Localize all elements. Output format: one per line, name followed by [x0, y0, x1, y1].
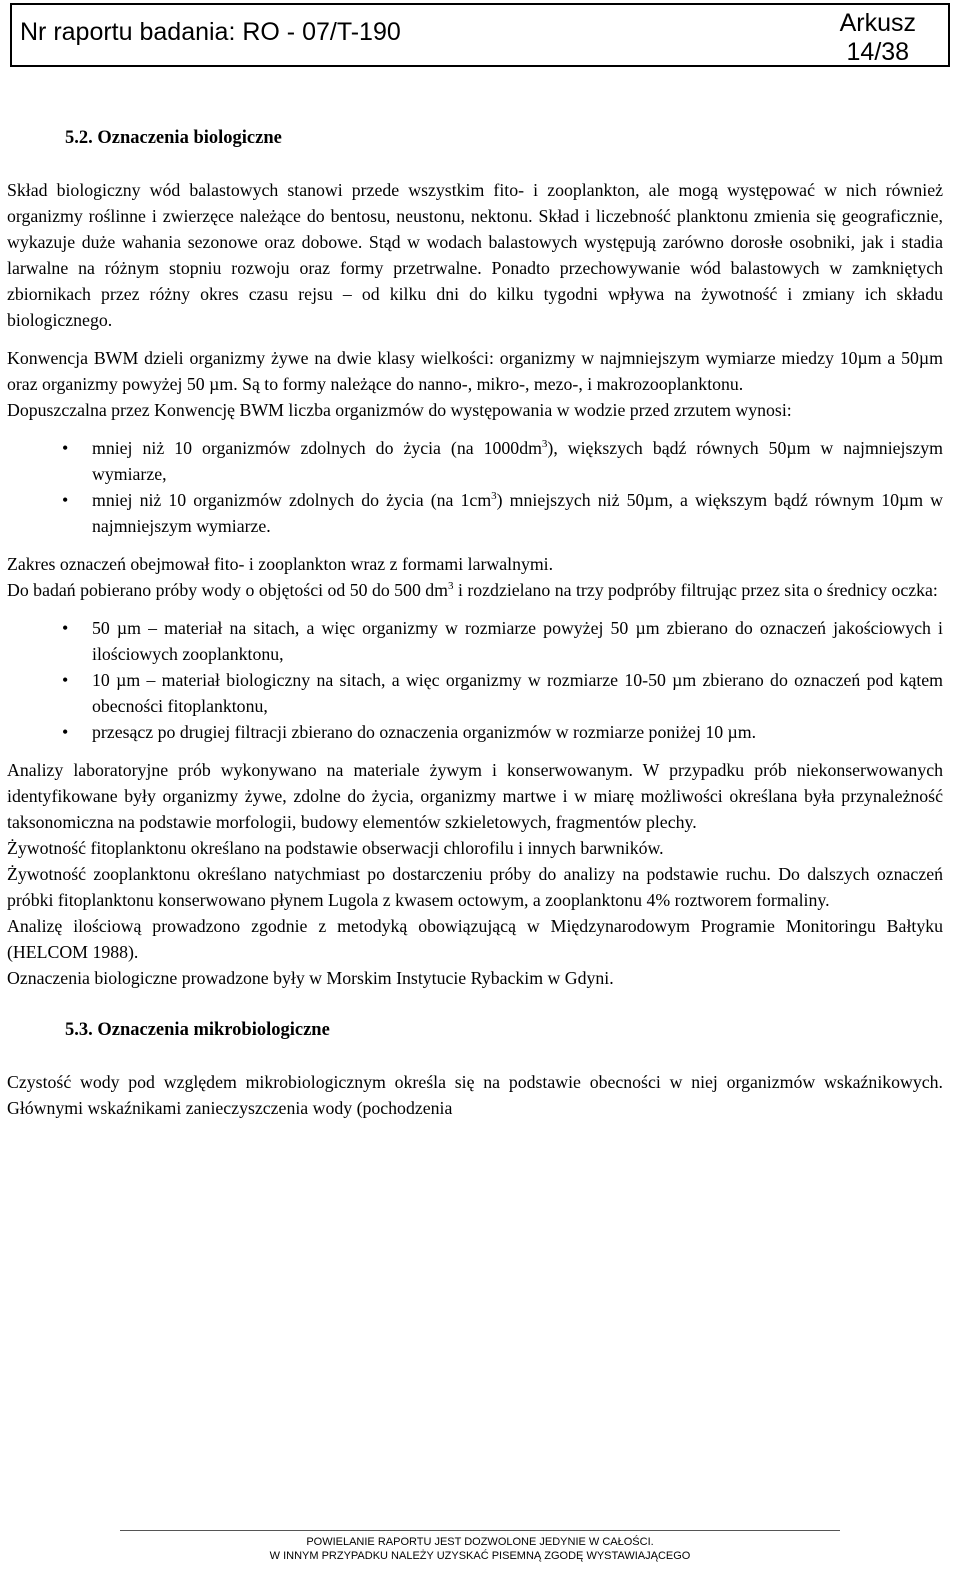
- bullet-icon: •: [62, 670, 69, 690]
- report-number: Nr raportu badania: RO - 07/T-190: [20, 18, 401, 46]
- bullet-icon: •: [62, 722, 69, 742]
- paragraph-composition: Skład biologiczny wód balastowych stanowi przede wszystkim fito- i zooplankton, ale mogą występować w nich również organizmy roślinne i zwierzęce należące do bentosu, neustonu, nektonu. Skład i liczebność planktonu zmienia się geograficznie, wykazuje duże wahania sezonowe oraz dobowe. Stąd w wodach balastowych występują zarówno dorosłe osobniki, jak i stadia larwalne na różnym stopniu rozwoju oraz formy przetrwalne. Ponadto przechowywanie wód balastowych w zamkniętych zbiornikach przez różny okres czasu rejsu – od kilku dni do kilku tygodni wpływa na żywotność i zmiany ich składu biologicznego.: [7, 180, 943, 330]
- list-item: • 50 µm – materiał na sitach, a więc organizmy w rozmiarze powyżej 50 µm zbierano do oznaczeń jakościowych i ilościowych zooplanktonu,: [92, 615, 943, 667]
- bullet-icon: •: [62, 438, 69, 458]
- page-footer: [0, 1530, 960, 1563]
- paragraph-scope: Zakres oznaczeń obejmował fito- i zooplankton wraz z formami larwalnymi.: [7, 554, 554, 574]
- paragraph-allowed-count: Dopuszczalna przez Konwencję BWM liczba organizmów do występowania w wodzie przed zrzutem wynosi:: [7, 400, 792, 420]
- section-heading-5-3: 5.3. Oznaczenia mikrobiologiczne: [65, 1020, 330, 1040]
- paragraph-sampling: Do badań pobierano próby wody o objętości od 50 do 500 $dm^3$ i rozdzielano na trzy podpróby filtrując przez sita o średnicy oczka:: [7, 580, 938, 600]
- list-item: • przesącz po drugiej filtracji zbierano do oznaczenia organizmów w rozmiarze poniżej 10 µm.: [92, 719, 943, 745]
- list-item: • 10 µm – materiał biologiczny na sitach, a więc organizmy w rozmiarze 10-50 µm zbierano do oznaczeń pod kątem obecności fitoplanktonu,: [92, 667, 943, 719]
- list-item: • mniej niż 10 organizmów zdolnych do życia (na $1000dm^3$), większych bądź równych 50µm w najmniejszym wymiarze,: [92, 435, 943, 487]
- list-item: • mniej niż 10 organizmów zdolnych do życia (na $1cm^3$) mniejszych niż 50µm, a większym bądź równym 10µm w najmniejszym wymiarze.: [92, 487, 943, 539]
- footer-divider: [120, 1530, 840, 1531]
- page-header: [10, 3, 950, 67]
- paragraph-institute: Oznaczenia biologiczne prowadzone były w Morskim Instytucie Rybackim w Gdyni.: [7, 968, 614, 988]
- limits-list: [7, 435, 943, 539]
- sheet-label: Arkusz: [839, 9, 916, 37]
- paragraph-microbiology: Czystość wody pod względem mikrobiologicznym określa się na podstawie obecności w niej organizmów wskaźnikowych. Głównymi wskaźnikami zanieczyszczenia wody (pochodzenia: [7, 1072, 943, 1118]
- paragraph-lab-analysis: Analizy laboratoryjne prób wykonywano na materiale żywym i konserwowanym. W przypadku prób niekonserwowanych identyfikowane były organizmy żywe, zdolne do życia, organizmy martwe i w miarę możliwości określana była przynależność taksonomiczna na podstawie morfologii, budowy elementów szkieletowych, fragmentów plechy.: [7, 760, 943, 832]
- footer-line-2: W INNYM PRZYPADKU NALEŻY UZYSKAĆ PISEMNĄ ZGODĘ WYSTAWIAJĄCEGO: [269, 1550, 691, 1562]
- sheet-indicator: [840, 9, 916, 67]
- bullet-icon: •: [62, 618, 69, 638]
- bullet-icon: •: [62, 490, 69, 510]
- sieves-list: [7, 615, 943, 745]
- footer-line-1: POWIELANIE RAPORTU JEST DOZWOLONE JEDYNIE W CAŁOŚCI.: [306, 1536, 654, 1548]
- paragraph-zoo-viability: Żywotność zooplanktonu określano natychmiast po dostarczeniu próby do analizy na podstawie ruchu. Do dalszych oznaczeń próbki fitoplanktonu konserwowano płynem Lugola z kwasem octowym, a zooplanktonu 4% roztworem formaliny.: [7, 864, 943, 910]
- paragraph-bwm-classes: Konwencja BWM dzieli organizmy żywe na dwie klasy wielkości: organizmy w najmniejszym wymiarze miedzy 10µm a 50µm oraz organizmy powyżej 50 µm. Są to formy należące do nanno-, mikro-, mezo-, i makrozooplanktonu.: [7, 348, 943, 394]
- document-body: [7, 125, 943, 1121]
- paragraph-method: Analizę ilościową prowadzono zgodnie z metodyką obowiązującą w Międzynarodowym Programie Monitoringu Bałtyku (HELCOM 1988).: [7, 916, 943, 962]
- sheet-number: 14/38: [846, 38, 910, 66]
- section-heading-5-2: 5.2. Oznaczenia biologiczne: [65, 128, 282, 148]
- paragraph-phyto-viability: Żywotność fitoplanktonu określano na podstawie obserwacji chlorofilu i innych barwników.: [7, 838, 664, 858]
